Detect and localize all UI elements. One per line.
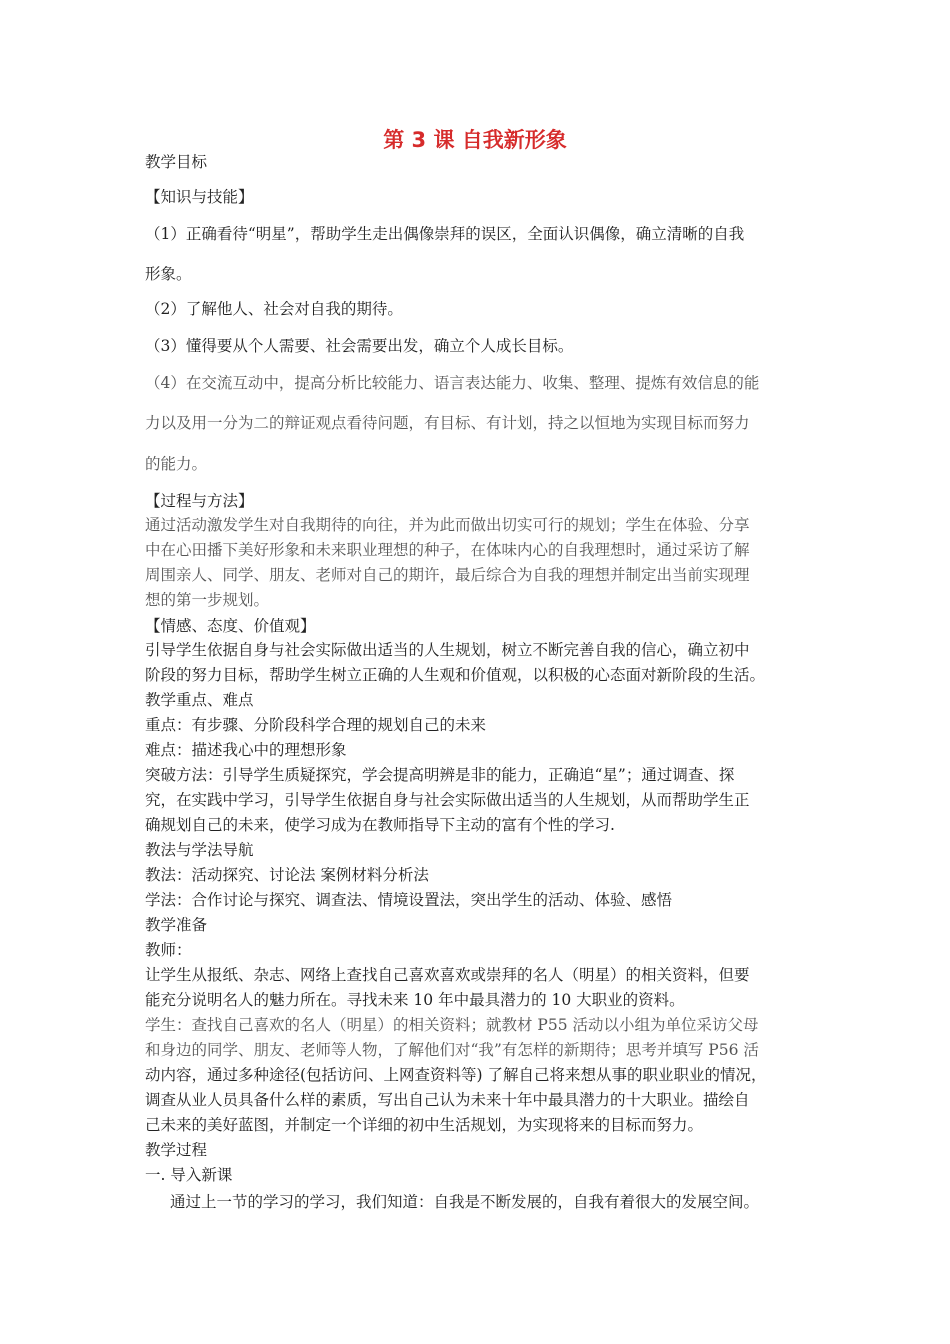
paragraph-line: 周围亲人、同学、朋友、老师对自己的期许，最后综合为自我的理想并制定出当前实现理 bbox=[145, 566, 750, 584]
paragraph-line: 引导学生依据自身与社会实际做出适当的人生规划，树立不断完善自我的信心，确立初中 bbox=[145, 641, 750, 659]
goal-line: （2）了解他人、社会对自我的期待。 bbox=[145, 300, 403, 318]
paragraph-line: 调查从业人员具备什么样的素质，写出自己认为未来十年中最具潜力的十大职业。描绘自 bbox=[145, 1091, 750, 1109]
paragraph-line: 究，在实践中学习，引导学生依据自身与社会实际做出适当的人生规划，从而帮助学生正 bbox=[145, 791, 750, 809]
section-intro-heading: 一. 导入新课 bbox=[145, 1166, 233, 1184]
goal-line: 的能力。 bbox=[145, 455, 208, 473]
heading-emotion-values: 【情感、态度、价值观】 bbox=[145, 617, 316, 635]
goal-line: 形象。 bbox=[145, 265, 192, 283]
intro-paragraph: 通过上一节的学习的学习，我们知道：自我是不断发展的，自我有着很大的发展空间。 bbox=[170, 1193, 760, 1211]
teaching-method-line: 教法：活动探究、讨论法 案例材料分析法 bbox=[145, 866, 429, 884]
paragraph-line: 突破方法：引导学生质疑探究，学会提高明辨是非的能力，正确追“星”；通过调查、探 bbox=[145, 766, 735, 784]
goal-line: （4）在交流互动中，提高分析比较能力、语言表达能力、收集、整理、提炼有效信息的能 bbox=[145, 374, 760, 392]
goal-line: （1）正确看待“明星”，帮助学生走出偶像崇拜的误区，全面认识偶像，确立清晰的自我 bbox=[145, 225, 745, 243]
paragraph-line: 能充分说明名人的魅力所在。寻找未来 10 年中最具潜力的 10 大职业的资料。 bbox=[145, 991, 685, 1009]
difficulty-line: 难点：描述我心中的理想形象 bbox=[145, 741, 347, 759]
paragraph-line: 想的第一步规划。 bbox=[145, 591, 270, 609]
paragraph-line: 己未来的美好蓝图，并制定一个详细的初中生活规划，为实现将来的目标而努力。 bbox=[145, 1116, 704, 1134]
goal-line: 力以及用一分为二的辩证观点看待问题，有目标、有计划，持之以恒地为实现目标而努力 bbox=[145, 414, 750, 432]
paragraph-line: 通过活动激发学生对自我期待的向往，并为此而做出切实可行的规划；学生在体验、分享 bbox=[145, 516, 750, 534]
paragraph-line: 中在心田播下美好形象和未来职业理想的种子，在体味内心的自我理想时，通过采访了解 bbox=[145, 541, 750, 559]
heading-preparation: 教学准备 bbox=[145, 916, 208, 934]
heading-teaching-goals: 教学目标 bbox=[145, 153, 208, 171]
paragraph-line: 阶段的努力目标，帮助学生树立正确的人生观和价值观，以积极的心态面对新阶段的生活。 bbox=[145, 666, 766, 684]
heading-process-methods: 【过程与方法】 bbox=[145, 492, 254, 510]
paragraph-line: 动内容，通过多种途径(包括访问、上网查资料等) 了解自己将来想从事的职业职业的情况， bbox=[145, 1066, 767, 1084]
teacher-label: 教师： bbox=[145, 941, 192, 959]
key-point-line: 重点：有步骤、分阶段科学合理的规划自己的未来 bbox=[145, 716, 487, 734]
paragraph-line: 确规划自己的未来，使学习成为在教师指导下主动的富有个性的学习. bbox=[145, 816, 615, 834]
paragraph-line: 让学生从报纸、杂志、网络上查找自己喜欢喜欢或崇拜的名人（明星）的相关资料，但要 bbox=[145, 966, 750, 984]
lesson-title: 第 3 课 自我新形象 bbox=[383, 128, 567, 152]
heading-methods-guide: 教法与学法导航 bbox=[145, 841, 254, 859]
paragraph-line: 和身边的同学、朋友、老师等人物，了解他们对“我”有怎样的新期待；思考并填写 P56 活 bbox=[145, 1041, 759, 1059]
learning-method-line: 学法：合作讨论与探究、调查法、情境设置法，突出学生的活动、体验、感悟 bbox=[145, 891, 673, 909]
heading-knowledge-skills: 【知识与技能】 bbox=[145, 188, 254, 206]
goal-line: （3）懂得要从个人需要、社会需要出发，确立个人成长目标。 bbox=[145, 337, 574, 355]
paragraph-line: 学生：查找自己喜欢的名人（明星）的相关资料；就教材 P55 活动以小组为单位采访父母 bbox=[145, 1016, 759, 1034]
heading-teaching-process: 教学过程 bbox=[145, 1141, 208, 1159]
heading-key-points: 教学重点、难点 bbox=[145, 691, 254, 709]
